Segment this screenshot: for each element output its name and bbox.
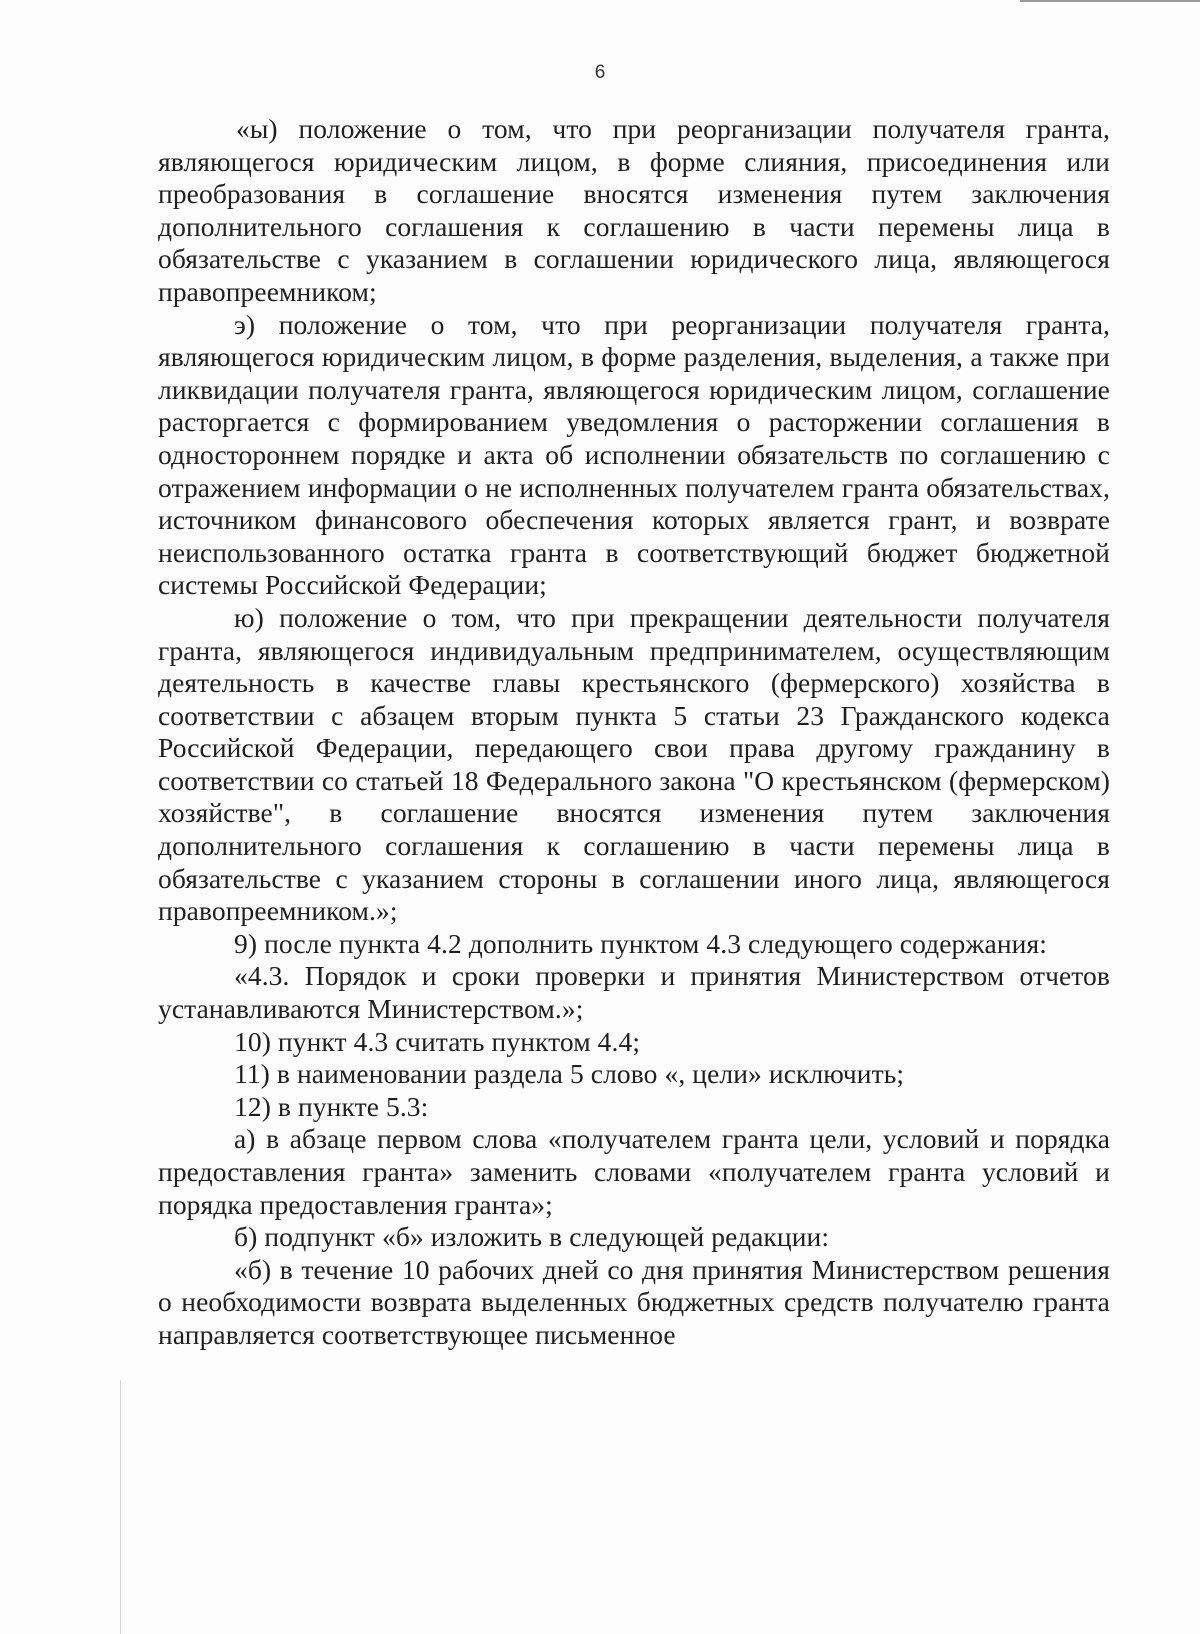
paragraph-e: э) положение о том, что при реорганизации получателя гранта, являющегося юридическим лицом, в форме разделения, выделения, а также при ликвидации получателя гранта, являющегося юридическим лицом, соглашение расторгается с формированием уведомления о расторжении соглашения в одностороннем порядке и акта об исполнении обязательств по соглашению с отражением информации о не исполненных получателем гранта обязательствах, источником финансового обеспечения которых является грант, и возврате неиспользованного остатка гранта в соответствующий бюджет бюджетной системы Российской Федерации; — [158, 308, 1110, 601]
scan-edge-left — [120, 1380, 121, 1634]
paragraph-sub-b: б) подпункт «б» изложить в следующей редакции: — [234, 1221, 830, 1253]
paragraph-item-9: 9) после пункта 4.2 дополнить пунктом 4.3 следующего содержания: — [234, 927, 1047, 959]
scan-edge-top — [1020, 0, 1200, 2]
paragraph-item-11: 11) в наименовании раздела 5 слово «, цели» исключить; — [234, 1058, 905, 1090]
page-number: 6 — [594, 62, 606, 83]
paragraph-yu: ю) положение о том, что при прекращении деятельности получателя гранта, являющегося индивидуальным предпринимателем, осуществляющим деятельность в качестве главы крестьянского (фермерского) хозяйства в соответствии с абзацем вторым пункта 5 статьи 23 Гражданского кодекса Российской Федерации, передающего свои права другому гражданину в соответствии со статьей 18 Федерального закона "О крестьянском (фермерском) хозяйстве", в соглашение вносятся изменения путем заключения дополнительного соглашения к соглашению в части перемены лица в обязательстве с указанием стороны в соглашении иного лица, являющегося правопреемником.»; — [158, 601, 1110, 927]
paragraph-item-12: 12) в пункте 5.3: — [234, 1090, 429, 1122]
paragraph-sub-a: а) в абзаце первом слова «получателем гранта цели, условий и порядка предоставления гранта» заменить словами «получателем гранта условий и порядка предоставления гранта»; — [158, 1123, 1110, 1220]
document-body — [158, 113, 1110, 1352]
paragraph-item-4-3: «4.3. Порядок и сроки проверки и принятия Министерством отчетов устанавливаются Министерством.»; — [158, 960, 1110, 1025]
paragraph-y: «ы) положение о том, что при реорганизации получателя гранта, являющегося юридическим лицом, в форме слияния, присоединения или преобразования в соглашение вносятся изменения путем заключения дополнительного соглашения к соглашению в части перемены лица в обязательстве с указанием в соглашении юридического лица, являющегося правопреемником; — [158, 113, 1110, 307]
paragraph-sub-b-text: «б) в течение 10 рабочих дней со дня принятия Министерством решения о необходимости возврата выделенных бюджетных средств получателю гранта направляется соответствующее письменное — [158, 1253, 1110, 1350]
paragraph-item-10: 10) пункт 4.3 считать пунктом 4.4; — [234, 1025, 641, 1057]
